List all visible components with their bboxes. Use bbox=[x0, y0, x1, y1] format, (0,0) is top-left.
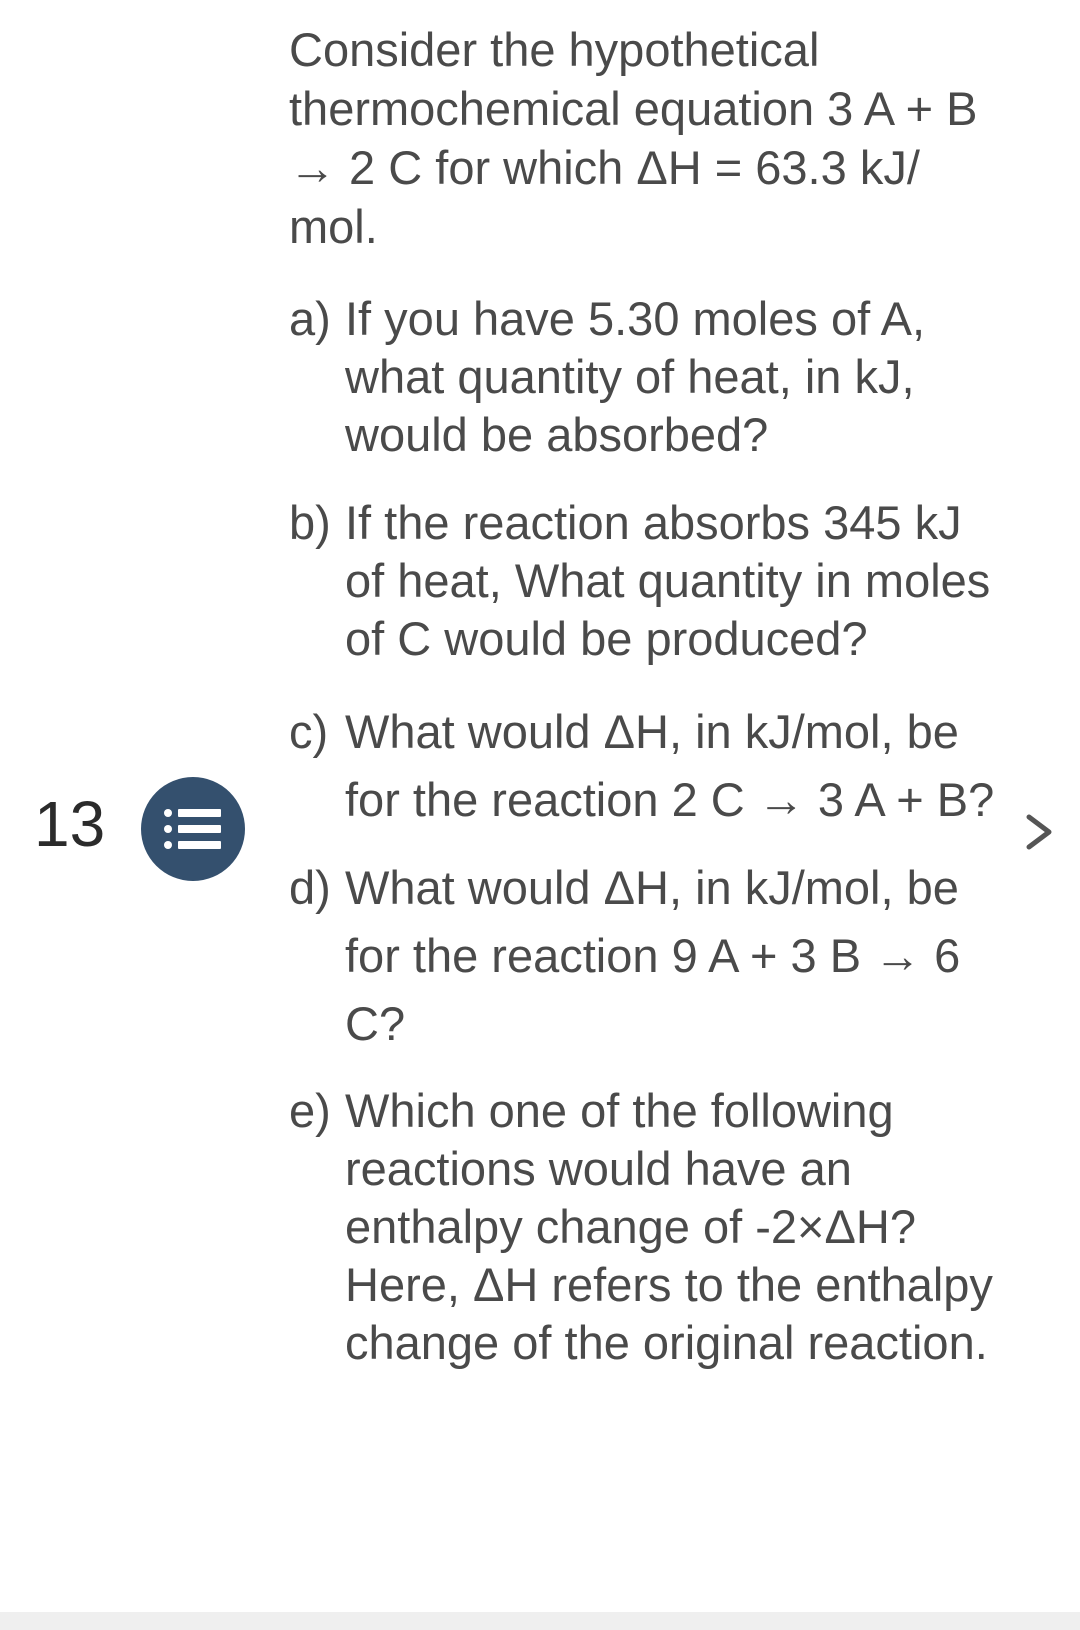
part-c bbox=[289, 698, 1009, 834]
part-text: If you have 5.30 moles of A, what quantity of heat, in kJ, would be absorbed? bbox=[345, 292, 926, 461]
part-b bbox=[289, 494, 1009, 668]
bottom-divider bbox=[0, 1612, 1080, 1630]
part-text: Which one of the following reactions would have an enthalpy change of -2×ΔH? Here, ΔH refers to the enthalpy change of the original reaction. bbox=[345, 1084, 993, 1369]
part-text: What would ΔH, in kJ/mol, be for the reaction 2 C → 3 A + B? bbox=[345, 705, 995, 826]
part-text: What would ΔH, in kJ/mol, be for the reaction 9 A + 3 B → 6 C? bbox=[345, 861, 961, 1050]
list-icon bbox=[163, 807, 223, 851]
question-content bbox=[289, 20, 1009, 1402]
part-d bbox=[289, 854, 1009, 1058]
part-label: b) bbox=[289, 496, 331, 549]
part-a bbox=[289, 290, 1009, 464]
part-label: a) bbox=[289, 292, 331, 345]
part-e bbox=[289, 1082, 1009, 1372]
question-intro: Consider the hypothetical thermochemical equation 3 A + B → 2 C for which ΔH = 63.3 kJ/ mol. bbox=[289, 23, 978, 253]
part-label: e) bbox=[289, 1084, 331, 1137]
part-label: c) bbox=[289, 705, 329, 758]
question-list-button[interactable] bbox=[141, 777, 245, 881]
chevron-right-icon[interactable] bbox=[1022, 812, 1056, 852]
question-number: 13 bbox=[34, 788, 106, 860]
part-label: d) bbox=[289, 861, 331, 914]
part-text: If the reaction absorbs 345 kJ of heat, What quantity in moles of C would be produced? bbox=[345, 496, 991, 665]
